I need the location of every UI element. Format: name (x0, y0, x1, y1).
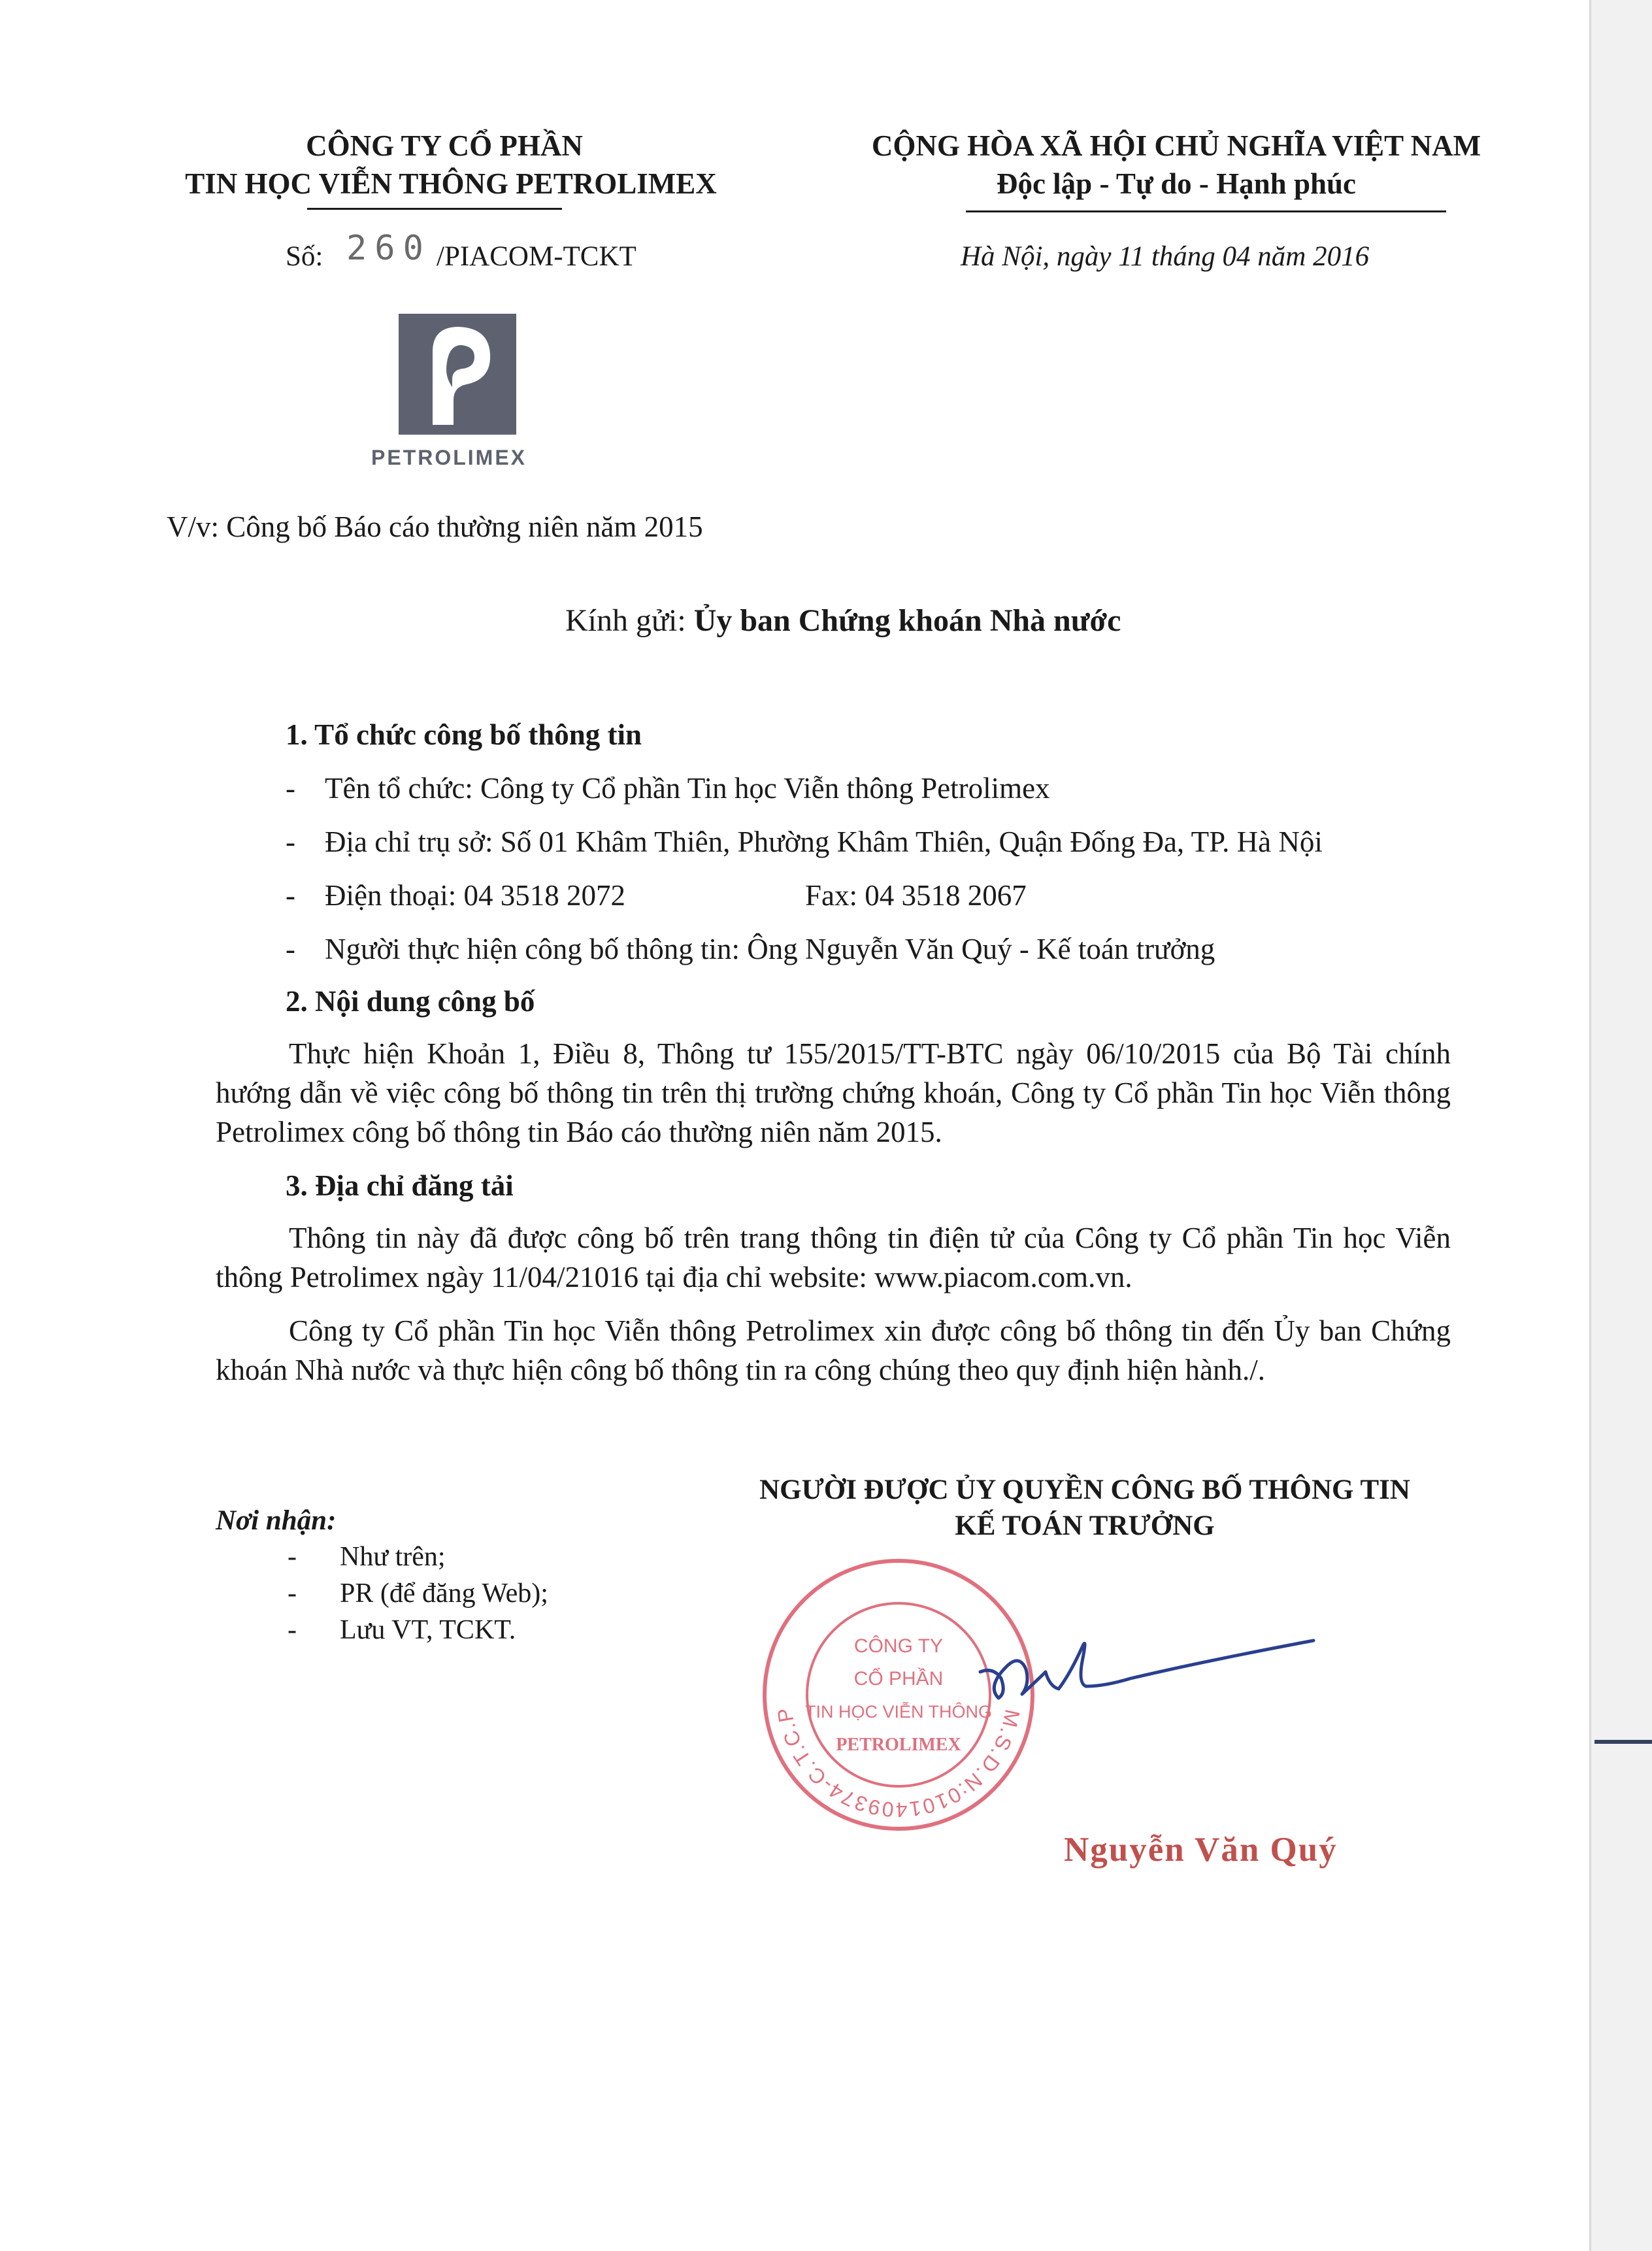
company-name-line1: CÔNG TY CỔ PHẦN (306, 129, 583, 162)
section1-dash: - (286, 825, 295, 858)
company-name-line2: TIN HỌC VIỄN THÔNG PETROLIMEX (185, 167, 717, 200)
section1-heading: 1. Tổ chức công bố thông tin (286, 718, 642, 751)
scan-edge (1589, 0, 1652, 2251)
salutation (565, 603, 1121, 639)
organization-name-item: Tên tổ chức: Công ty Cổ phần Tin học Viễn thông Petrolimex (325, 772, 1050, 805)
svg-text:TIN HỌC VIỄN THÔNG: TIN HỌC VIỄN THÔNG (804, 1702, 993, 1722)
signer-name: Nguyễn Văn Quý (1064, 1831, 1338, 1869)
salutation-prefix: Kính gửi: (565, 603, 686, 638)
signer-position: KẾ TOÁN TRƯỞNG (955, 1510, 1215, 1541)
recipient-dash: - (288, 1578, 297, 1609)
signer-title: NGƯỜI ĐƯỢC ỦY QUYỀN CÔNG BỐ THÔNG TIN (759, 1475, 1410, 1505)
document-number-suffix: /PIACOM-TCKT (437, 241, 636, 272)
address-item: Địa chỉ trụ sở: Số 01 Khâm Thiên, Phường Khâm Thiên, Quận Đống Đa, TP. Hà Nội (325, 825, 1323, 858)
svg-text:CÔNG TY: CÔNG TY (853, 1635, 944, 1657)
closing-paragraph: Công ty Cổ phần Tin học Viễn thông Petrolimex xin được công bố thông tin đến Ủy ban Chứng khoán Nhà nước và thực hiện công bố thông tin ra công chúng theo quy định hiện hành./. (216, 1314, 1451, 1386)
document-number-label: Số: (286, 241, 323, 272)
section1-dash: - (286, 772, 295, 805)
left-header-underline (307, 208, 562, 210)
recipient-item: Như trên; (340, 1542, 446, 1572)
recipients-title: Nơi nhận: (216, 1505, 337, 1536)
recipient-dash: - (288, 1542, 297, 1572)
svg-text:CỔ PHẦN: CỔ PHẦN (853, 1668, 944, 1690)
scan-edge-line (1589, 0, 1591, 2251)
recipient-item: Lưu VT, TCKT. (340, 1615, 516, 1645)
handwritten-signature (967, 1621, 1333, 1726)
svg-text:PETROLIMEX: PETROLIMEX (836, 1735, 961, 1755)
fax-item: Fax: 04 3518 2067 (805, 879, 1027, 912)
salutation-recipient: Ủy ban Chứng khoán Nhà nước (693, 603, 1121, 638)
disclosure-person-item: Người thực hiện công bố thông tin: Ông Nguyễn Văn Quý - Kế toán trưởng (325, 933, 1215, 965)
national-title: CỘNG HÒA XÃ HỘI CHỦ NGHĨA VIỆT NAM (871, 129, 1481, 162)
document-date: Hà Nội, ngày 11 tháng 04 năm 2016 (961, 241, 1370, 272)
logo-text: PETROLIMEX (371, 446, 527, 469)
document-number-value: 260 (346, 229, 431, 268)
national-motto: Độc lập - Tự do - Hạnh phúc (996, 167, 1357, 200)
section2-body: Thực hiện Khoản 1, Điều 8, Thông tư 155/2015/TT-BTC ngày 06/10/2015 của Bộ Tài chính hướng dẫn về việc công bố thông tin trên thị trường chứng khoán, Công ty Cổ phần Tin học Viễn thông Petrolimex công bố thông tin Báo cáo thường niên năm 2015. (216, 1037, 1451, 1148)
section3-body: Thông tin này đã được công bố trên trang thông tin điện tử của Công ty Cổ phần Tin học Viễn thông Petrolimex ngày 11/04/21016 tại địa chỉ website: www.piacom.com.vn. (216, 1222, 1451, 1293)
section3-heading: 3. Địa chỉ đăng tải (286, 1169, 514, 1202)
section1-dash: - (286, 933, 295, 965)
right-header-underline (966, 210, 1446, 212)
section1-dash: - (286, 879, 295, 912)
recipient-dash: - (288, 1615, 297, 1645)
recipient-item: PR (để đăng Web); (340, 1578, 548, 1609)
svg-text:M.S.D.N:0101409374-C.T.C.P ★ Q: M.S.D.N:0101409374-C.T.C.P (772, 1705, 1025, 1822)
section2-heading: 2. Nội dung công bố (286, 985, 535, 1018)
petrolimex-logo-icon (399, 314, 516, 435)
scan-edge-mark (1594, 1740, 1652, 1744)
phone-item: Điện thoại: 04 3518 2072 (325, 879, 625, 912)
document-subject: V/v: Công bố Báo cáo thường niên năm 2015 (167, 510, 703, 543)
